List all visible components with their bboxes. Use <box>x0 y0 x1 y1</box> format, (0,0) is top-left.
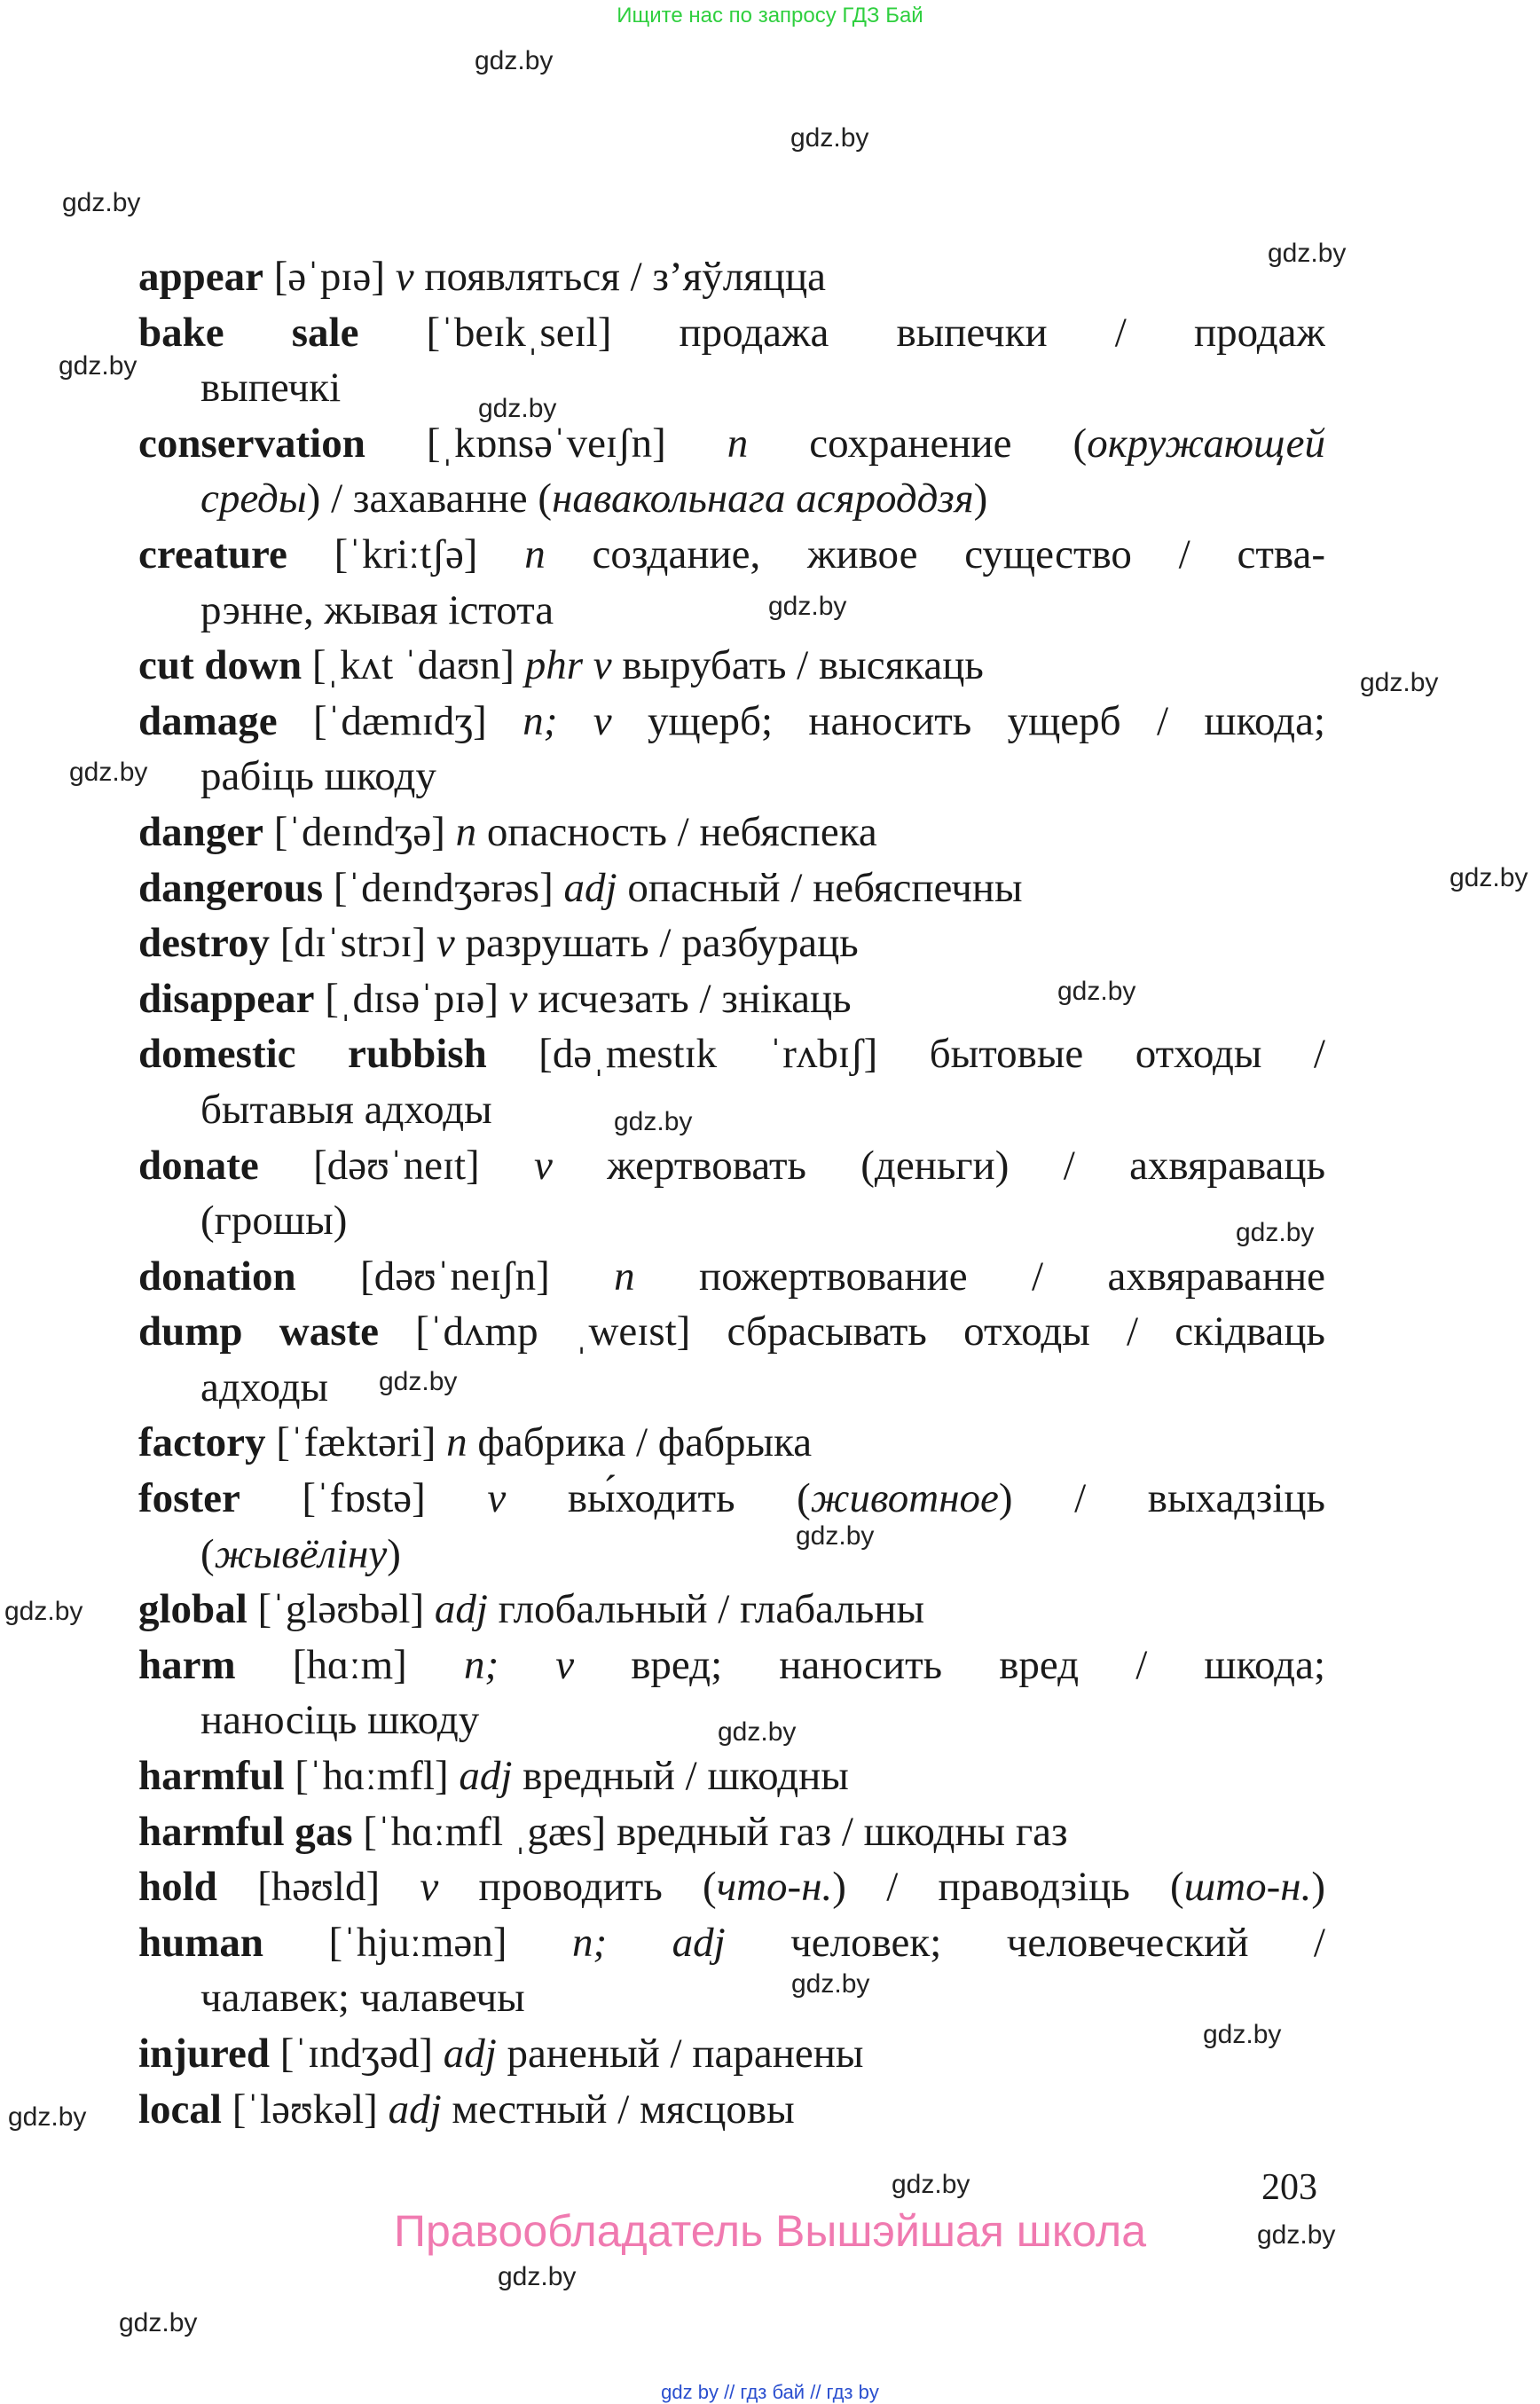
entry-continuation-line <box>138 1193 1325 1249</box>
watermark: gdz.by <box>614 1107 693 1136</box>
italic-text: n <box>446 1419 468 1466</box>
entry-text: [ˈdæmɪdʒ] <box>277 697 523 744</box>
entry-text: ) <box>1311 1864 1325 1911</box>
glossary-entry <box>138 1415 1325 1471</box>
entry-text: опасный / небяспечны <box>617 864 1023 911</box>
entry-continuation-line <box>138 1527 1325 1583</box>
headword: dump waste <box>138 1308 380 1355</box>
headword: injured <box>138 2031 270 2077</box>
entry-text: [dəˌmestɪk ˈrʌbɪʃ] бытовые отходы / <box>486 1031 1325 1078</box>
glossary-entry <box>138 527 1325 583</box>
entry-continuation-line <box>138 360 1325 416</box>
glossary-entry <box>138 805 1325 860</box>
entry-text: [ˈhjuːmən] <box>263 1919 572 1966</box>
headword: creature <box>138 530 287 577</box>
rights-holder-notice: Правообладатель Вышэйшая школа <box>394 2206 1146 2256</box>
watermark: gdz.by <box>1057 977 1136 1006</box>
italic-text: adj <box>459 1753 513 1800</box>
italic-text: v <box>487 1475 507 1522</box>
watermark: gdz.by <box>796 1521 875 1551</box>
glossary-entry <box>138 971 1325 1027</box>
entry-text: [ˈɪndʒəd] <box>270 2031 444 2077</box>
glossary-entry <box>138 1249 1325 1305</box>
headword: factory <box>138 1419 266 1466</box>
headword: appear <box>138 254 263 300</box>
entry-text: создание, живое существо / ства- <box>545 530 1325 577</box>
entry-text: ( <box>200 1530 215 1577</box>
headword: hold <box>138 1864 217 1911</box>
headword: human <box>138 1919 264 1966</box>
glossary-entry <box>138 860 1325 916</box>
entry-text: рэнне, жывая істота <box>200 586 554 633</box>
entry-continuation-line <box>138 471 1325 527</box>
headword: destroy <box>138 920 270 967</box>
entry-text: местный / мясцовы <box>441 2086 795 2133</box>
italic-text: n <box>524 530 546 577</box>
watermark: gdz.by <box>768 592 847 621</box>
entry-text: [ˈbeɪkˌseɪl] продажа выпечки / продаж <box>358 309 1325 356</box>
glossary-entry <box>138 1471 1325 1527</box>
headword: disappear <box>138 975 315 1022</box>
glossary-entry <box>138 2026 1325 2082</box>
watermark: gdz.by <box>498 2262 577 2291</box>
entry-text: исчезать / знікаць <box>527 975 852 1022</box>
headword: danger <box>138 808 263 855</box>
italic-text: adj <box>563 864 617 911</box>
glossary-entry <box>138 1138 1325 1194</box>
italic-text: v <box>508 975 528 1022</box>
entry-text: [həʊld] <box>216 1864 420 1911</box>
entry-text: выпечкі <box>200 365 342 412</box>
italic-text: навакольнага асяроддзя <box>552 475 974 522</box>
headword: foster <box>138 1475 240 1522</box>
watermark: gdz.by <box>4 1597 83 1626</box>
glossary-entry <box>138 1859 1325 1915</box>
entry-text: человек; человеческий / <box>725 1919 1325 1966</box>
italic-text: n; v <box>522 697 612 744</box>
entry-text: проводить ( <box>438 1864 717 1911</box>
italic-text: v <box>420 1864 439 1911</box>
watermark: gdz.by <box>62 188 141 217</box>
entry-text: вред; наносить вред / шкода; <box>574 1641 1325 1688</box>
entry-continuation-line <box>138 749 1325 805</box>
glossary-entry <box>138 1582 1325 1638</box>
entry-text: пожертвование / ахвяраванне <box>634 1253 1325 1300</box>
entry-continuation-line <box>138 1970 1325 2026</box>
entry-text: [ˌdɪsəˈpɪə] <box>314 975 509 1022</box>
entry-text: сохранение ( <box>748 420 1088 467</box>
italic-text: среды <box>200 475 307 522</box>
entry-text: [ˌkʌt ˈdaʊn] <box>302 642 525 689</box>
entry-text: глобальный / глабальны <box>487 1586 925 1633</box>
glossary-entry <box>138 915 1325 971</box>
entry-text: [ˈləʊkəl] <box>221 2086 389 2133</box>
entry-text: ) <box>387 1530 401 1577</box>
entry-text: [ˈhɑːmfl] <box>284 1753 460 1800</box>
italic-text: n; v <box>463 1641 575 1688</box>
headword: donate <box>138 1142 259 1189</box>
watermark: gdz.by <box>379 1367 458 1396</box>
entry-text: рабіць шкоду <box>200 753 436 800</box>
italic-text: phr v <box>524 642 612 689</box>
italic-text: adj <box>434 1586 488 1633</box>
entry-continuation-line <box>138 1360 1325 1416</box>
watermark: gdz.by <box>475 46 554 75</box>
glossary-entry <box>138 416 1325 472</box>
entry-text: [ˈgləʊbəl] <box>247 1586 435 1633</box>
italic-text: што-н. <box>1183 1864 1312 1911</box>
entry-text: бытавыя адходы <box>200 1086 492 1133</box>
watermark: gdz.by <box>1360 668 1439 697</box>
entry-text: [ˈdeɪndʒə] <box>263 808 456 855</box>
italic-text: n <box>727 420 749 467</box>
italic-text: adj <box>388 2086 442 2133</box>
entry-text: раненый / паранены <box>496 2031 864 2077</box>
glossary-entry <box>138 694 1325 750</box>
headword: donation <box>138 1253 296 1300</box>
entry-text: жертвовать (деньги) / ахвяраваць <box>552 1142 1325 1189</box>
headword: global <box>138 1586 248 1633</box>
entry-text: [dəʊˈneɪʃn] <box>295 1253 615 1300</box>
italic-text: v <box>534 1142 553 1189</box>
glossary-entry <box>138 1804 1325 1860</box>
glossary-entry <box>138 1026 1325 1082</box>
footer-links[interactable]: gdz by // гдз бай // гдз by <box>661 2381 879 2403</box>
italic-text: что-н. <box>716 1864 833 1911</box>
watermark: gdz.by <box>119 2308 198 2337</box>
italic-text: n <box>455 808 477 855</box>
watermark: gdz.by <box>1257 2220 1336 2250</box>
entry-text: ) / выхадзіць <box>998 1475 1325 1522</box>
page-number: 203 <box>1261 2167 1317 2208</box>
entry-text: [ˈfɒstə] <box>240 1475 488 1522</box>
entry-text: ущерб; наносить ущерб / шкода; <box>611 697 1325 744</box>
watermark: gdz.by <box>1268 239 1347 268</box>
watermark: gdz.by <box>791 1969 870 1999</box>
glossary-entry <box>138 249 1325 305</box>
glossary-entry <box>138 1304 1325 1360</box>
watermark: gdz.by <box>1450 863 1528 892</box>
italic-text: v <box>395 254 414 300</box>
entry-continuation-line <box>138 583 1325 639</box>
watermark: gdz.by <box>892 2170 970 2199</box>
entry-text: [hɑːm] <box>235 1641 464 1688</box>
entry-text: [ˌkɒnsəˈveɪʃn] <box>365 420 727 467</box>
entry-text: вырубать / высякаць <box>611 642 984 689</box>
entry-text: [dəʊˈneɪt] <box>258 1142 535 1189</box>
headword: harm <box>138 1641 236 1688</box>
glossary-entry <box>138 638 1325 694</box>
entry-continuation-line <box>138 1082 1325 1138</box>
entry-text: наносіць шкоду <box>200 1697 480 1744</box>
entry-text: ) <box>973 475 988 522</box>
italic-text: n; adj <box>572 1919 726 1966</box>
entry-text: адходы <box>200 1363 329 1410</box>
italic-text: окружающей <box>1087 420 1325 467</box>
entry-text: чалавек; чалавечы <box>200 1975 525 2022</box>
entry-text: [ˈhɑːmfl ˌgæs] вредный газ / шкодны газ <box>352 1808 1068 1855</box>
entry-text: [ˈkriːtʃə] <box>287 530 525 577</box>
headword: cut down <box>138 642 302 689</box>
entry-text: [dɪˈstrɔɪ] <box>269 920 436 967</box>
watermark: gdz.by <box>478 394 557 423</box>
glossary-entry <box>138 1638 1325 1693</box>
watermark: gdz.by <box>1203 2020 1282 2049</box>
entry-text: [ˈdeɪndʒərəs] <box>323 864 564 911</box>
entry-text: вредный / шкодны <box>512 1753 849 1800</box>
entry-text: фабрика / фабрыка <box>467 1419 813 1466</box>
glossary-entries <box>138 249 1325 2137</box>
watermark: gdz.by <box>8 2102 87 2132</box>
entry-text: разрушать / разбураць <box>454 920 859 967</box>
headword: harmful <box>138 1753 285 1800</box>
headword: damage <box>138 697 278 744</box>
glossary-entry <box>138 305 1325 361</box>
italic-text: животное <box>810 1475 999 1522</box>
headword: bake sale <box>138 309 359 356</box>
entry-text: ) / захаванне ( <box>306 475 553 522</box>
italic-text: n <box>614 1253 635 1300</box>
headword: dangerous <box>138 864 324 911</box>
italic-text: жывёліну <box>214 1530 388 1577</box>
glossary-entry <box>138 1915 1325 1971</box>
entry-text: [ˈdʌmp ˌweɪst] сбрасывать отходы / скідваць <box>379 1308 1325 1355</box>
watermark: gdz.by <box>790 123 869 153</box>
entry-text: появляться / з’яўляцца <box>413 254 826 300</box>
headword: harmful gas <box>138 1808 353 1855</box>
watermark: gdz.by <box>59 351 138 381</box>
headword: conservation <box>138 420 365 467</box>
italic-text: adj <box>443 2031 497 2077</box>
entry-text: опасность / небяспека <box>476 808 877 855</box>
headword: local <box>138 2086 222 2133</box>
glossary-entry <box>138 1748 1325 1804</box>
watermark: gdz.by <box>1236 1218 1315 1247</box>
italic-text: v <box>436 920 455 967</box>
headword: domestic rubbish <box>138 1031 487 1078</box>
watermark: gdz.by <box>718 1717 797 1747</box>
entry-text: ) / праводзіць ( <box>832 1864 1184 1911</box>
entry-text: [ˈfæktəri] <box>265 1419 447 1466</box>
top-banner: Ищите нас по запросу ГДЗ Бай <box>617 4 923 27</box>
entry-text: (грошы) <box>200 1198 348 1245</box>
entry-text: вы́ходить ( <box>506 1475 811 1522</box>
glossary-entry <box>138 2082 1325 2138</box>
entry-text: [əˈpɪə] <box>263 254 396 300</box>
watermark: gdz.by <box>69 758 148 787</box>
